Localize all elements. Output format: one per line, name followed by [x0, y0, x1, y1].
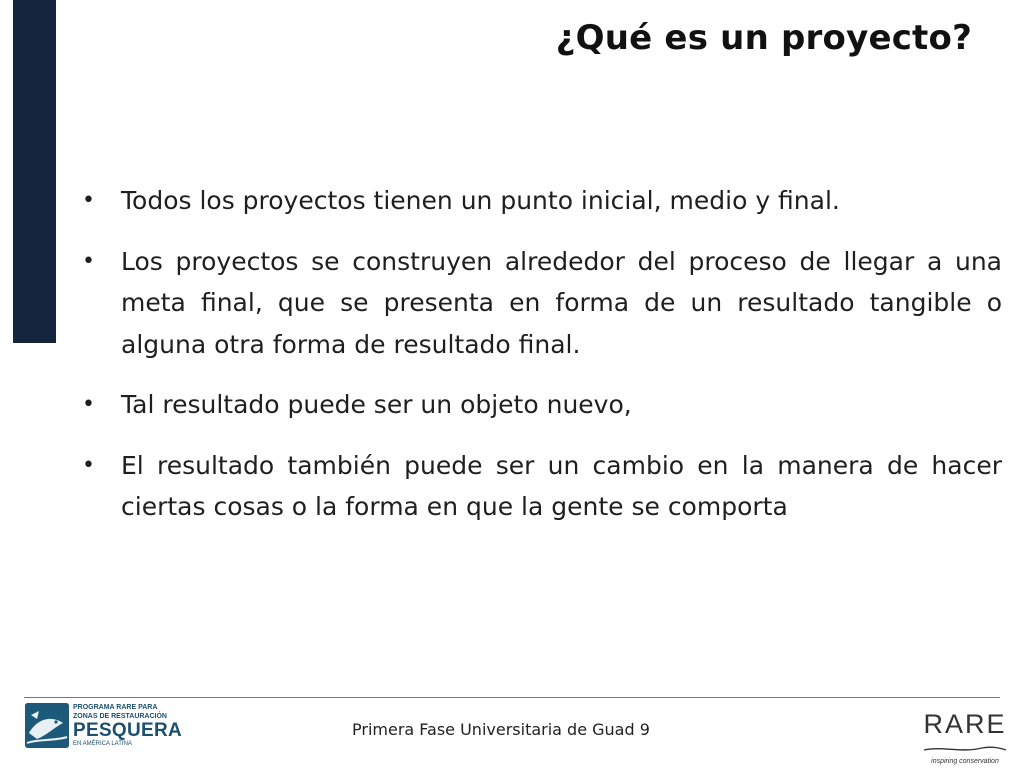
bullet-text: Tal resultado puede ser un objeto nuevo, [121, 390, 632, 419]
bullet-icon: • [82, 452, 95, 478]
slide-title: ¿Qué es un proyecto? [555, 18, 972, 58]
logo-line: PESQUERA [73, 720, 183, 741]
logo-line: ZONAS DE RESTAURACIÓN [73, 713, 167, 720]
bullet-item [82, 384, 1002, 426]
fish-icon [25, 703, 69, 748]
bullet-item [82, 241, 1002, 366]
rare-logo [920, 710, 1010, 765]
footer-text: Primera Fase Universitaria de Guad 9 [352, 720, 650, 739]
logo-line: EN AMÉRICA LATINA [73, 741, 132, 747]
bullet-text: Todos los proyectos tienen un punto inicial, medio y final. [121, 186, 840, 215]
bullet-text: El resultado también puede ser un cambio en la manera de hacer ciertas cosas o la forma en que la gente se comporta [121, 450, 1002, 521]
rare-wordmark: RARE [923, 709, 1007, 739]
logo-text-block [73, 704, 182, 747]
bullet-item [82, 180, 1002, 222]
wave-icon [922, 745, 1008, 753]
bullet-icon: • [82, 392, 95, 417]
bullet-icon: • [82, 188, 95, 213]
logo-line: PROGRAMA RARE PARA [73, 704, 158, 711]
bullet-list [82, 180, 1002, 547]
bullet-icon: • [82, 248, 95, 274]
bullet-item [82, 445, 1002, 528]
bullet-text: Los proyectos se construyen alrededor del proceso de llegar a una meta final, que se presenta en forma de un resultado tangible o alguna otra forma de resultado final. [121, 246, 1002, 359]
rare-tagline: inspiring conservation [931, 758, 999, 765]
pesquera-logo [25, 703, 182, 748]
side-accent-bar [13, 0, 56, 343]
footer-divider [24, 697, 1000, 698]
